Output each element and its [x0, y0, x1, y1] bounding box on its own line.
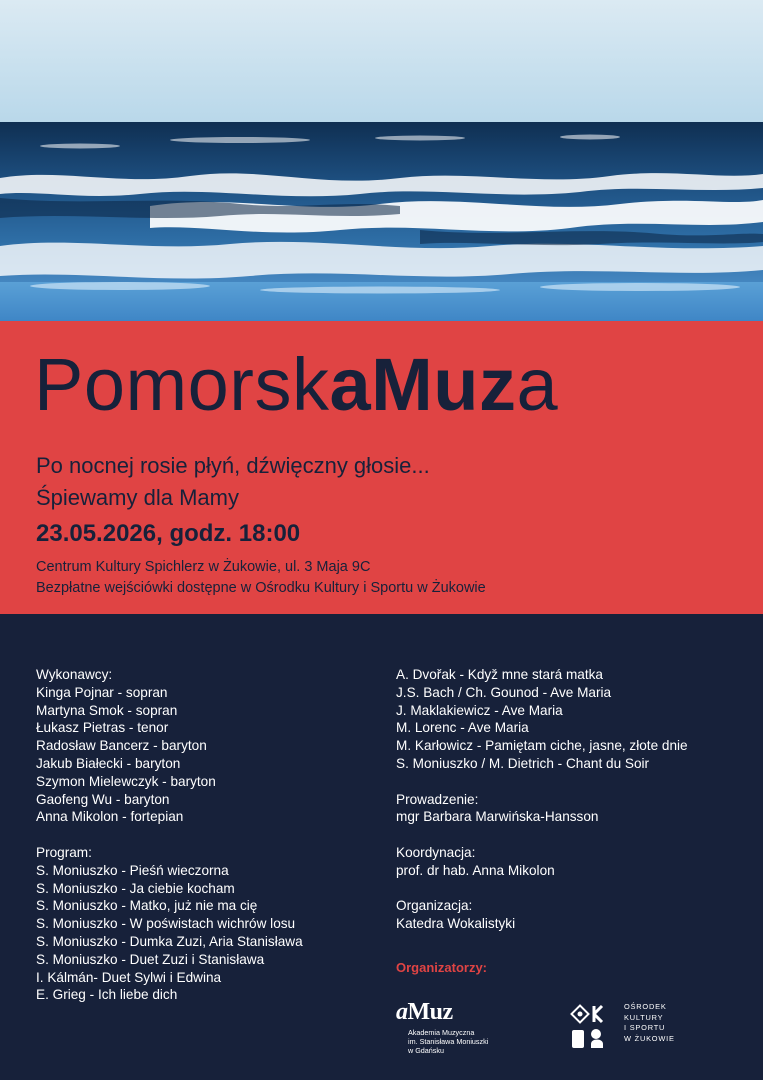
performer-item: Anna Mikolon - fortepian — [36, 809, 184, 825]
concert-subtitle — [36, 450, 430, 514]
left-column — [36, 666, 303, 1004]
coordination-heading: Koordynacja: — [396, 844, 476, 860]
amuz-logo-text: Akademia Muzyczna im. Stanisława Moniuszki w Gdańsku — [408, 1028, 489, 1055]
performer-item: Martyna Smok - sopran — [36, 702, 178, 718]
program-item: S. Moniuszko - W poświstach wichrów losu — [36, 916, 296, 932]
tickets-info: Bezpłatne wejściówki dostępne w Ośrodku Kultury i Sportu w Żukowie — [36, 580, 486, 596]
program-item: J.S. Bach / Ch. Gounod - Ave Maria — [396, 684, 612, 700]
subtitle-line-1: Po nocnej rosie płyń, dźwięczny głosie... — [36, 453, 430, 478]
concert-title — [34, 343, 559, 426]
okis-logo-icon — [570, 1004, 616, 1050]
program-item: S. Moniuszko - Pieśń wieczorna — [36, 862, 229, 878]
program-item: E. Grieg - Ich liebe dich — [36, 987, 178, 1003]
program-item: S. Moniuszko / M. Dietrich - Chant du Soir — [396, 755, 650, 771]
host-name: mgr Barbara Marwińska-Hansson — [396, 809, 599, 825]
program-item: M. Karłowicz - Pamiętam ciche, jasne, złote dnie — [396, 738, 688, 754]
title-part-pomorsk: Pomorsk — [34, 343, 330, 426]
performer-item: Gaofeng Wu - baryton — [36, 791, 170, 807]
program-item: S. Moniuszko - Ja ciebie kocham — [36, 880, 235, 896]
performer-item: Kinga Pojnar - sopran — [36, 684, 168, 700]
program-item: J. Maklakiewicz - Ave Maria — [396, 702, 563, 718]
program-item: S. Moniuszko - Dumka Zuzi, Aria Stanisława — [36, 933, 303, 949]
performer-item: Jakub Białecki - baryton — [36, 755, 181, 771]
performer-item: Radosław Bancerz - baryton — [36, 738, 207, 754]
right-column — [396, 666, 688, 933]
host-heading: Prowadzenie: — [396, 791, 479, 807]
performers-heading: Wykonawcy: — [36, 667, 113, 682]
sea-waves-image — [0, 0, 763, 321]
venue-address: Centrum Kultury Spichlerz w Żukowie, ul. 3 Maja 9C — [36, 559, 371, 575]
okis-logo-text: OŚRODEK KULTURY I SPORTU W ŻUKOWIE — [624, 1002, 675, 1043]
organization-name: Katedra Wokalistyki — [396, 916, 516, 932]
venue-info — [36, 557, 486, 599]
sea-photo — [0, 0, 763, 321]
subtitle-line-2: Śpiewamy dla Mamy — [36, 485, 239, 510]
okis-logo — [570, 1002, 690, 1058]
organization-heading: Organizacja: — [396, 898, 473, 914]
program-item: I. Kálmán- Duet Sylwi i Edwina — [36, 969, 222, 985]
title-part-end: a — [516, 343, 559, 426]
coordination-name: prof. dr hab. Anna Mikolon — [396, 862, 555, 878]
details-section — [0, 614, 763, 1080]
concert-date: 23.05.2026, godz. 18:00 — [36, 520, 301, 547]
program-item: A. Dvořak - Když mne stará matka — [396, 667, 603, 682]
program-heading: Program: — [36, 844, 92, 860]
title-part-amuz: aMuz — [329, 343, 517, 426]
performer-item: Łukasz Pietras - tenor — [36, 720, 169, 736]
amuz-logo-mark: aMuz — [396, 999, 453, 1025]
program-item: S. Moniuszko - Duet Zuzi i Stanisława — [36, 951, 265, 967]
amuz-logo — [396, 1000, 516, 1060]
organizers-label: Organizatorzy: — [396, 960, 488, 975]
performer-item: Szymon Mielewczyk - baryton — [36, 773, 216, 789]
program-item: S. Moniuszko - Matko, już nie ma cię — [36, 898, 258, 914]
program-item: M. Lorenc - Ave Maria — [396, 720, 529, 736]
